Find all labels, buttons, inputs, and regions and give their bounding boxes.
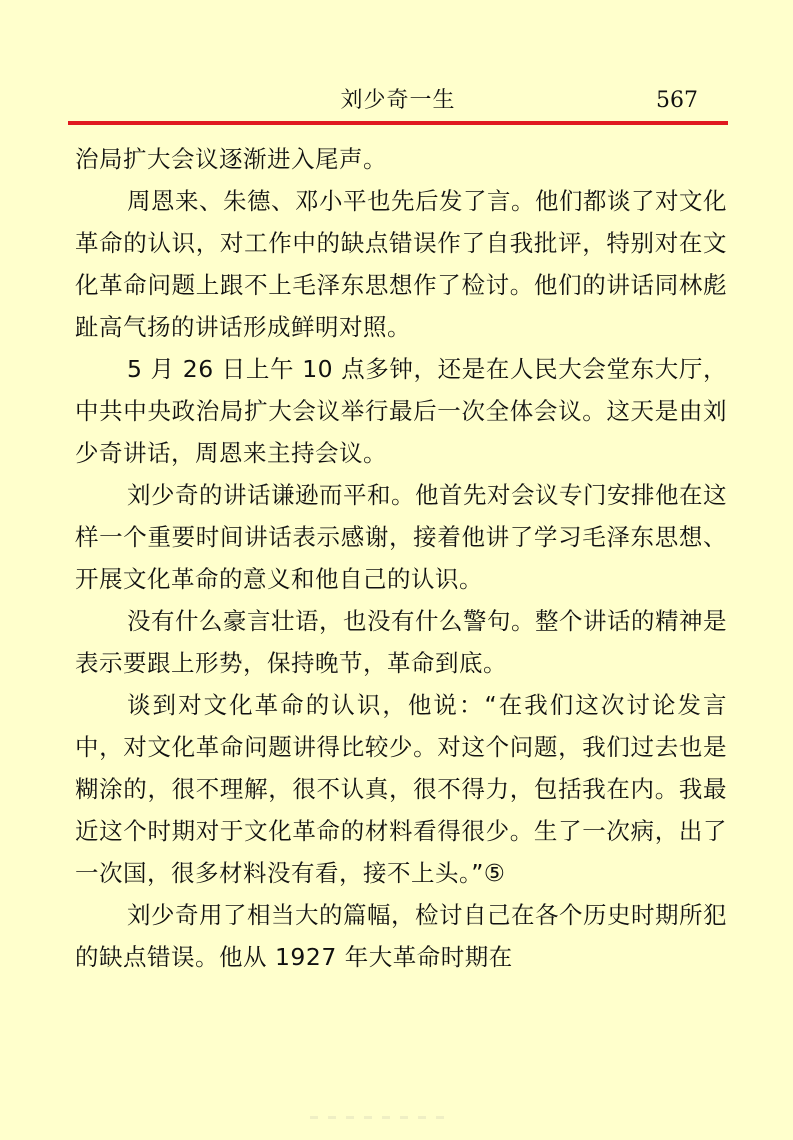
header-rule — [68, 121, 728, 125]
page-number: 567 — [656, 88, 698, 113]
paragraph: 5 月 26 日上午 10 点多钟，还是在人民大会堂东大厅，中共中央政治局扩大会议举行最后一次全体会议。这天是由刘少奇讲话，周恩来主持会议。 — [75, 355, 727, 467]
scan-artifact — [310, 1104, 490, 1118]
paragraph-continued: 治局扩大会议逐渐进入尾声。 — [75, 145, 387, 173]
body-text — [75, 138, 727, 978]
running-title: 刘少奇一生 — [340, 88, 456, 113]
paragraph: 谈到对文化革命的认识，他说：“在我们这次讨论发言中，对文化革命问题讲得比较少。对这个问题，我们过去也是糊涂的，很不理解，很不认真，很不得力，包括我在内。我最近这个时期对于文化革命的材料看得很少。生了一次病，出了一次国，很多材料没有看，接不上头。”⑤ — [75, 691, 727, 887]
paragraph: 周恩来、朱德、邓小平也先后发了言。他们都谈了对文化革命的认识，对工作中的缺点错误作了自我批评，特别对在文化革命问题上跟不上毛泽东思想作了检讨。他们的讲话同林彪趾高气扬的讲话形成鲜明对照。 — [75, 187, 727, 341]
page-header — [68, 84, 728, 120]
paragraph: 刘少奇用了相当大的篇幅，检讨自己在各个历史时期所犯的缺点错误。他从 1927 年大革命时期在 — [75, 901, 727, 971]
paragraph: 刘少奇的讲话谦逊而平和。他首先对会议专门安排他在这样一个重要时间讲话表示感谢，接着他讲了学习毛泽东思想、开展文化革命的意义和他自己的认识。 — [75, 481, 727, 593]
paragraph: 没有什么豪言壮语，也没有什么警句。整个讲话的精神是表示要跟上形势，保持晚节，革命到底。 — [75, 607, 727, 677]
